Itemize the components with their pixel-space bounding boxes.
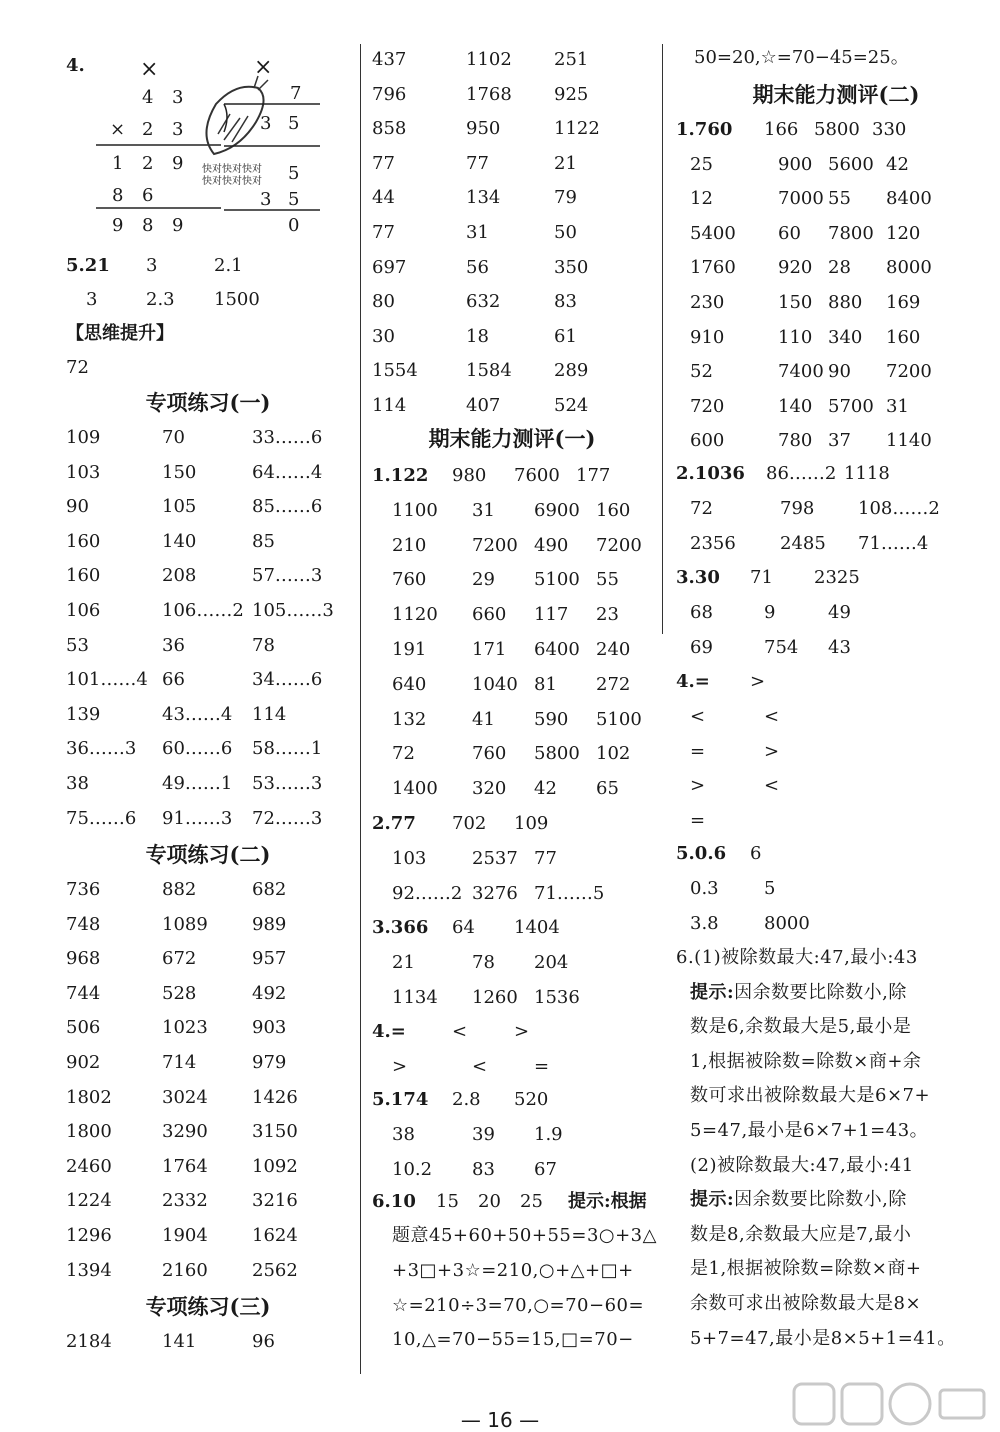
answer-cell: < (764, 775, 780, 797)
answer-cell: 320 (472, 778, 507, 800)
answer-cell: 132 (392, 708, 427, 730)
answer-cell: 8000 (886, 257, 932, 279)
answer-cell: 2460 (66, 1155, 112, 1177)
answer-cell: 1102 (466, 49, 512, 70)
answer-cell: 340 (828, 326, 863, 348)
answer-cell: 3.30 (676, 567, 720, 588)
hint-line: 是1,根据被除数=除数×商+ (690, 1258, 922, 1280)
answer-cell: 5100 (596, 708, 642, 730)
watermark-logo-icon (790, 1380, 990, 1428)
thinking-label: 【思维提升】 (66, 323, 174, 344)
answer-cell: > (392, 1055, 408, 1077)
answer-cell: 697 (372, 256, 407, 278)
answer-cell: 1134 (392, 986, 438, 1008)
answer-cell: 880 (828, 292, 863, 313)
answer-cell: > (514, 1021, 530, 1042)
answer-cell: 72 (690, 497, 713, 519)
answer-cell: 524 (554, 395, 589, 416)
answer-cell: 289 (554, 360, 589, 382)
answer-cell: 42 (886, 153, 909, 175)
answer-cell: 10.2 (392, 1158, 433, 1180)
answer-cell: 140 (778, 395, 813, 417)
answer-cell: 1.9 (534, 1123, 563, 1145)
answer-cell: 66 (162, 669, 185, 691)
answer-cell: 29 (472, 569, 495, 591)
answer-cell: 682 (252, 879, 287, 900)
answer-cell: = (690, 810, 706, 832)
hint-line: (2)被除数最大:47,最小:41 (690, 1154, 914, 1176)
hint-line: 5+7=47,最小是8×5+1=41。 (690, 1327, 956, 1349)
answer-cell: 2562 (252, 1259, 298, 1281)
answer-cell: 160 (66, 565, 101, 587)
answer-cell: 103 (66, 461, 101, 483)
answer-cell: 798 (780, 497, 815, 519)
answer-cell: 96 (252, 1331, 275, 1352)
answer-cell: 1584 (466, 360, 512, 382)
thinking-answer: 72 (66, 357, 89, 378)
answer-cell: 77 (372, 152, 395, 174)
answer-cell: 12 (690, 188, 713, 210)
answer-cell: 672 (162, 948, 197, 970)
answer-cell: 760 (472, 743, 507, 765)
section-title-2: 专项练习(二) (145, 842, 271, 867)
answer-cell: 1760 (690, 257, 736, 279)
answer-cell: 968 (66, 948, 101, 970)
answer-cell: 1100 (392, 499, 438, 521)
answer-cell: 7200 (596, 534, 642, 556)
answer-cell: 44 (372, 187, 395, 209)
answer-cell: 114 (252, 703, 287, 725)
answer-cell: 90 (66, 496, 89, 518)
answer-cell: 150 (162, 461, 197, 483)
answer-cell: 272 (596, 673, 631, 695)
answer-cell: 979 (252, 1052, 287, 1073)
hint-line: 5=47,最小是6×7+1=43。 (690, 1120, 929, 1141)
answer-cell: 53……3 (252, 773, 323, 794)
div-row-2: 5 (288, 163, 300, 184)
answer-cell: 660 (472, 604, 507, 626)
answer-cell: 3276 (472, 882, 518, 904)
answer-cell: 106……2 (162, 600, 244, 621)
answer-cell: 1.122 (372, 465, 429, 486)
answer-cell: 748 (66, 913, 101, 935)
answer-cell: 1089 (162, 913, 208, 935)
answer-cell: 858 (372, 118, 407, 140)
answer-cell: 42 (534, 778, 557, 800)
answer-cell: 67 (534, 1158, 557, 1180)
answer-cell: 134 (466, 187, 501, 209)
answer-cell: 780 (778, 430, 813, 452)
answer-cell: 7200 (886, 361, 932, 383)
answer-cell: 36……3 (66, 738, 137, 760)
answer-cell: 72……3 (252, 807, 323, 829)
answer-cell: 204 (534, 951, 569, 973)
answer-cell: 8400 (886, 188, 932, 210)
answer-cell: 64 (452, 917, 475, 938)
answer-cell: 108……2 (858, 497, 940, 519)
hint-line: ☆=210÷3=70,○=70−60= (392, 1294, 645, 1316)
answer-cell: 5800 (814, 119, 860, 140)
answer-cell: 5.174 (372, 1089, 429, 1110)
answer-cell: 6400 (534, 639, 580, 660)
answer-cell: 1404 (514, 917, 560, 938)
answer-cell: 330 (872, 119, 907, 140)
stamp-text: 快对快对快对 快对快对快对 (202, 164, 262, 187)
answer-cell: 50 (554, 222, 577, 243)
answer-cell: 34……6 (252, 669, 323, 691)
answer-cell: 980 (452, 465, 487, 486)
answer-cell: 702 (452, 813, 487, 834)
answer-cell: 4.= (372, 1021, 406, 1042)
answer-cell: 1.760 (676, 119, 733, 140)
answer-cell: 4.= (676, 671, 710, 692)
answer-cell: 38 (392, 1123, 415, 1145)
answer-cell: 1092 (252, 1155, 298, 1177)
answer-cell: 632 (466, 291, 501, 313)
answer-cell: 31 (466, 222, 489, 243)
answer-cell: 744 (66, 982, 101, 1004)
answer-cell: 910 (690, 326, 725, 348)
answer-cell: 141 (162, 1331, 197, 1352)
answer-cell: 140 (162, 530, 197, 552)
answer-cell: 150 (778, 292, 813, 313)
answer-cell: 8000 (764, 912, 810, 934)
answer-cell: 210 (392, 534, 427, 556)
answer-cell: 106 (66, 600, 101, 621)
answer-cell: 25 (690, 153, 713, 175)
answer-cell: 105 (162, 496, 197, 518)
answer-cell: 37 (828, 430, 851, 452)
answer-cell: 171 (472, 639, 507, 660)
answer-cell: 1400 (392, 778, 438, 800)
answer-cell: 1768 (466, 83, 512, 105)
answer-cell: 43 (828, 636, 851, 658)
answer-cell: 109 (514, 813, 549, 834)
answer-cell: 251 (554, 49, 589, 70)
answer-cell: 1802 (66, 1086, 112, 1108)
answer-cell: 71……5 (534, 882, 605, 904)
answer-cell: 736 (66, 879, 101, 900)
answer-cell: 506 (66, 1017, 101, 1039)
answer-cell: 1224 (66, 1190, 112, 1212)
answer-cell: 91……3 (162, 807, 233, 829)
cross-mark: × (140, 57, 159, 82)
answer-cell: 3216 (252, 1190, 298, 1212)
answer-cell: 1140 (886, 430, 932, 452)
answer-cell: 590 (534, 708, 569, 730)
answer-cell: 2184 (66, 1331, 112, 1352)
answer-cell: 920 (778, 257, 813, 279)
column-divider-1 (360, 44, 361, 1374)
answer-cell: 5800 (534, 743, 580, 765)
answer-cell: 33……6 (252, 427, 323, 448)
answer-cell: 83 (554, 291, 577, 313)
section-title-1: 专项练习(一) (145, 390, 271, 415)
hint-line: 提示:因余数要比除数小,除 (690, 981, 907, 1003)
answer-cell: > (764, 740, 780, 762)
answer-cell: 2160 (162, 1259, 208, 1281)
answer-cell: 38 (66, 773, 89, 794)
answer-cell: 105……3 (252, 600, 334, 621)
answer-cell: 70 (162, 427, 185, 448)
answer-cell: 23 (596, 604, 619, 626)
answer-cell: 714 (162, 1052, 197, 1073)
answer-cell: < (452, 1021, 468, 1042)
answer-cell: 120 (886, 222, 921, 244)
answer-cell: 160 (886, 326, 921, 348)
answer-cell: 18 (466, 325, 489, 347)
answer-cell: 71 (750, 567, 773, 588)
answer-cell: 490 (534, 534, 569, 556)
answer-cell: < (690, 705, 706, 727)
answer-cell: 169 (886, 292, 921, 313)
hint-line: +3□+3☆=210,○+△+□+ (392, 1259, 634, 1281)
hint-line: 提示:因余数要比除数小,除 (690, 1189, 907, 1211)
page-number: — 16 — (460, 1408, 540, 1432)
answer-cell: 3.8 (690, 912, 719, 934)
answer-cell: 5700 (828, 395, 874, 417)
answer-cell: 1764 (162, 1155, 208, 1177)
answer-cell: 437 (372, 49, 407, 70)
answer-cell: 5.0.6 (676, 843, 727, 864)
div-quotient: 7 (290, 83, 302, 104)
answer-cell: 80 (372, 291, 395, 313)
answer-cell: 1120 (392, 604, 438, 626)
answer-cell: 177 (576, 465, 611, 486)
div-row-4: 0 (288, 215, 300, 236)
answer-cell: 43……4 (162, 703, 233, 725)
answer-cell: 3290 (162, 1121, 208, 1143)
hint-line: 数可求出被除数最大是6×7+ (690, 1085, 931, 1107)
answer-cell: 720 (690, 395, 725, 417)
section-title-3: 专项练习(三) (145, 1294, 271, 1319)
answer-cell: 2332 (162, 1190, 208, 1212)
answer-cell: 520 (514, 1089, 549, 1110)
answer-cell: 101……4 (66, 669, 148, 691)
answer-cell: 49……1 (162, 773, 233, 794)
answer-cell: 78 (252, 634, 275, 656)
answer-cell: 2537 (472, 847, 518, 869)
answer-cell: 2325 (814, 567, 860, 588)
answer-cell: 903 (252, 1017, 287, 1039)
answer-cell: 31 (472, 499, 495, 521)
answer-cell: 78 (472, 951, 495, 973)
answer-cell: 2.1036 (676, 463, 745, 484)
answer-cell: < (472, 1055, 488, 1077)
exam-title-2: 期末能力测评(二) (752, 82, 920, 107)
answer-cell: 1426 (252, 1086, 298, 1108)
answer-cell: 240 (596, 639, 631, 660)
answer-cell: 49 (828, 601, 851, 623)
answer-cell: 110 (778, 326, 813, 348)
answer-cell: 92……2 (392, 882, 463, 904)
answer-cell: 754 (764, 636, 799, 658)
answer-cell: 7000 (778, 188, 824, 210)
answer-cell: 57……3 (252, 565, 323, 587)
answer-cell: 68 (690, 601, 713, 623)
answer-cell: 60……6 (162, 738, 233, 760)
answer-cell: 31 (886, 395, 909, 417)
answer-cell: 989 (252, 913, 287, 935)
answer-cell: 1118 (844, 463, 890, 484)
answer-cell: 1296 (66, 1225, 112, 1246)
answer-cell: 36 (162, 634, 185, 656)
hint-line: 数是6,余数最大是5,最小是 (690, 1016, 912, 1038)
answer-cell: 1040 (472, 673, 518, 695)
answer-cell: 56 (466, 256, 489, 278)
answer-cell: = (534, 1055, 550, 1077)
answer-cell: 902 (66, 1052, 101, 1073)
answer-cell: 1624 (252, 1225, 298, 1246)
column-divider-2 (662, 44, 663, 634)
answer-cell: 114 (372, 395, 407, 416)
answer-cell: 160 (66, 530, 101, 552)
answer-cell: 528 (162, 982, 197, 1004)
answer-cell: 7400 (778, 361, 824, 383)
hint-line: 10,△=70−55=15,□=70− (392, 1329, 634, 1351)
hint-line: 6.(1)被除数最大:47,最小:43 (676, 947, 918, 968)
answer-cell: 52 (690, 361, 713, 383)
answer-cell: 950 (466, 118, 501, 140)
answer-cell: 85……6 (252, 496, 323, 518)
answer-cell: 6900 (534, 499, 580, 521)
answer-cell: 3024 (162, 1086, 208, 1108)
answer-cell: 796 (372, 83, 407, 105)
answer-cell: 58……1 (252, 738, 323, 760)
answer-cell: 21 (392, 951, 415, 973)
answer-cell: 9 (764, 601, 776, 623)
answer-cell: 6 (750, 843, 762, 864)
answer-cell: 83 (472, 1158, 495, 1180)
answer-cell: 77 (466, 152, 489, 174)
answer-cell: 1260 (472, 986, 518, 1008)
answer-cell: 1554 (372, 360, 418, 382)
hint-line: 题意45+60+50+55=3○+3△ (392, 1225, 657, 1246)
answer-cell: 21 (554, 152, 577, 174)
answer-cell: 71……4 (858, 532, 929, 554)
answer-cell: 109 (66, 427, 101, 448)
continued-line: 50=20,☆=70−45=25。 (694, 47, 909, 68)
answer-cell: 407 (466, 395, 501, 416)
answer-cell: 160 (596, 499, 631, 521)
answer-cell: 2356 (690, 532, 736, 554)
answer-cell: 191 (392, 639, 427, 660)
answer-cell: 350 (554, 256, 589, 278)
answer-cell: 61 (554, 325, 577, 347)
answer-cell: 5400 (690, 222, 736, 244)
answer-cell: 1800 (66, 1121, 112, 1143)
answer-cell: 5100 (534, 569, 580, 591)
answer-cell: 882 (162, 879, 197, 900)
answer-cell: 166 (764, 119, 799, 140)
answer-cell: 139 (66, 703, 101, 725)
answer-cell: 72 (392, 743, 415, 765)
answer-cell: 0.3 (690, 877, 719, 899)
answer-cell: 77 (534, 847, 557, 869)
answer-cell: > (690, 775, 706, 797)
answer-cell: 2.77 (372, 813, 416, 834)
hint-line: 数是8,余数最大应是7,最小 (690, 1223, 912, 1245)
answer-cell: < (764, 705, 780, 727)
answer-cell: 81 (534, 673, 557, 695)
answer-cell: 1904 (162, 1225, 208, 1246)
answer-cell: 7200 (472, 534, 518, 556)
answer-cell: 117 (534, 604, 569, 626)
answer-cell: = (690, 740, 706, 762)
answer-cell: 957 (252, 948, 287, 970)
answer-cell: 760 (392, 569, 427, 591)
answer-cell: 1023 (162, 1017, 208, 1039)
answer-cell: 2.8 (452, 1089, 481, 1110)
answer-cell: 102 (596, 743, 631, 765)
answer-cell: 86……2 (766, 463, 837, 484)
answer-cell: 60 (778, 222, 801, 244)
answer-cell: 41 (472, 708, 495, 730)
answer-cell: 925 (554, 83, 589, 105)
answer-cell: 208 (162, 565, 197, 587)
answer-cell: 5600 (828, 153, 874, 175)
hint-line: 余数可求出被除数最大是8× (690, 1293, 922, 1314)
answer-cell: 39 (472, 1123, 495, 1145)
answer-cell: 79 (554, 187, 577, 209)
answer-cell: 3.366 (372, 917, 429, 938)
answer-cell: 7800 (828, 222, 874, 244)
answer-cell: > (750, 671, 766, 692)
cross-mark-2: × (254, 55, 273, 80)
answer-cell: 55 (828, 188, 851, 210)
hint-line: 1,根据被除数=除数×商+余 (690, 1050, 922, 1072)
answer-cell: 3150 (252, 1121, 298, 1143)
exam-title-1: 期末能力测评(一) (428, 426, 596, 451)
answer-cell: 5 (764, 877, 776, 899)
answer-cell: 28 (828, 257, 851, 279)
answer-cell: 53 (66, 634, 89, 656)
question-4-label: 4. (66, 55, 85, 76)
answer-cell: 2485 (780, 532, 826, 554)
answer-cell: 492 (252, 982, 287, 1004)
answer-cell: 7600 (514, 465, 560, 486)
answer-cell: 640 (392, 673, 427, 695)
answer-cell: 77 (372, 222, 395, 243)
answer-cell: 90 (828, 361, 851, 383)
answer-cell: 30 (372, 325, 395, 347)
answer-cell: 85 (252, 530, 275, 552)
answer-cell: 69 (690, 636, 713, 658)
answer-cell: 1536 (534, 986, 580, 1008)
answer-cell: 55 (596, 569, 619, 591)
answer-cell: 64……4 (252, 461, 323, 483)
answer-cell: 103 (392, 847, 427, 869)
answer-cell: 65 (596, 778, 619, 800)
answer-cell: 1122 (554, 118, 600, 140)
answer-cell: 230 (690, 292, 725, 313)
answer-cell: 1394 (66, 1259, 112, 1281)
answer-cell: 900 (778, 153, 813, 175)
answer-cell: 600 (690, 430, 725, 452)
answer-cell: 75……6 (66, 807, 137, 829)
